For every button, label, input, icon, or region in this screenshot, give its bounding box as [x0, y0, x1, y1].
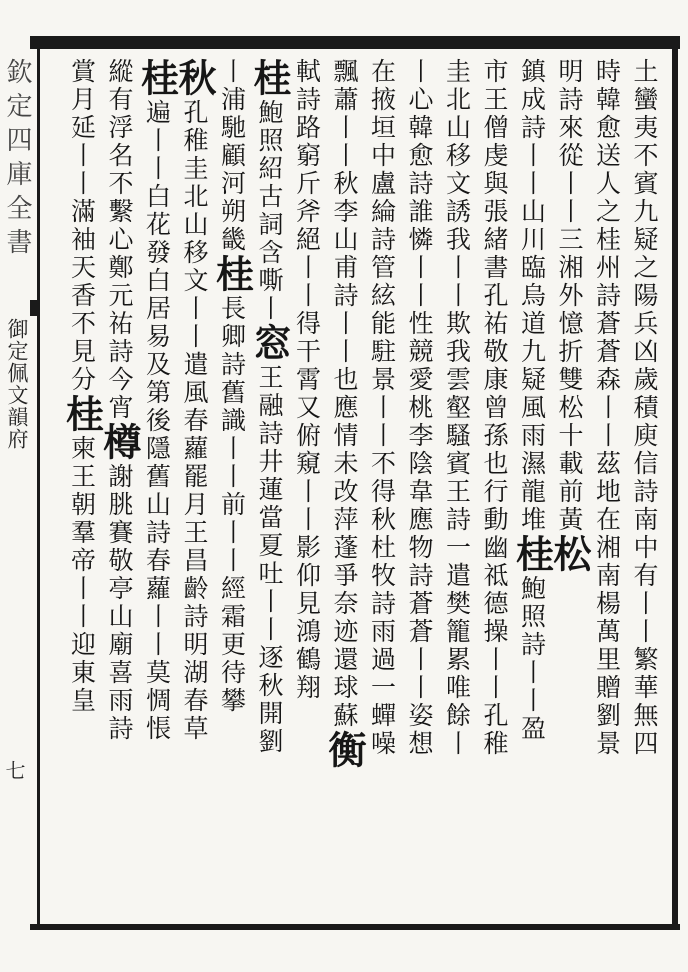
- text-column: [628, 58, 660, 910]
- headword: 桂: [134, 58, 180, 99]
- headword: 桂: [247, 58, 292, 99]
- text-column: [547, 58, 592, 910]
- text-run: 土蠻夷不賓九疑之陽兵凶歲積庾信詩南中有丨丨繁華無四: [630, 58, 659, 758]
- binding-margin-rule: [37, 46, 40, 926]
- text-run: 鎮成詩丨丨山川臨烏道九疑風雨濕龍堆: [517, 58, 547, 534]
- text-run: 丨浦馳顧河朔畿: [217, 58, 247, 254]
- text-run: 縱有浮名不繫心鄭元祐詩今宵: [105, 58, 134, 422]
- text-run: 丨心韓愈詩誰憐丨丨性競愛桃李陰韋應物詩蒼蒼丨丨姿想: [405, 58, 434, 758]
- text-run: 市王僧虔與張緒書孔祐敬康曾孫也行動幽祗德操丨丨孔稚: [480, 58, 509, 758]
- headword: 松: [547, 534, 592, 575]
- text-run: 謝朓賽敬亭山廟喜雨詩: [105, 463, 134, 743]
- headword: 樽: [97, 422, 142, 463]
- text-column: [97, 58, 142, 910]
- text-column: [441, 58, 473, 910]
- text-column: [291, 58, 323, 910]
- headword: 衡: [322, 730, 367, 771]
- text-run: 明詩來從丨丨三湘外憶折雙松十載前黃: [555, 58, 584, 534]
- text-run: 王融詩井蓮當夏吐丨丨逐秋開劉: [255, 364, 284, 756]
- text-run: 鮑照紹古詞含嘶丨: [255, 99, 284, 323]
- text-run: 在掖垣中盧綸詩管絃能駐景丨丨不得秋杜牧詩雨過一蟬噪: [367, 58, 397, 758]
- headword: 窓: [247, 323, 292, 364]
- fish-tail-mark: [30, 300, 40, 316]
- text-run: 賞月延丨丨滿袖天香不見分: [67, 58, 97, 394]
- text-column: [322, 58, 367, 910]
- text-run: 飄蕭丨丨秋李山甫詩丨丨也應情未改萍蓬爭奈迹還球蘇: [330, 58, 359, 730]
- frame-top-border: [30, 36, 680, 49]
- headword: 桂: [509, 534, 555, 575]
- text-column: [366, 58, 398, 910]
- text-column: [209, 58, 255, 910]
- frame-right-border: [672, 36, 678, 930]
- headword: 秋: [172, 58, 217, 99]
- text-run: 時韓愈送人之桂州詩蒼蒼森丨丨茲地在湘南楊萬里贈劉景: [592, 58, 622, 758]
- text-run: 圭北山移文誘我丨丨欺我雲壑騷賓王詩一遣樊籠累唯餘丨: [442, 58, 472, 758]
- text-run: 孔稚圭北山移文丨丨遣風春蘿罷月王昌齡詩明湖春草: [180, 99, 209, 743]
- text-run: 軾詩路窮斤斧絕丨丨得干霄又俯窺丨丨影仰見鴻鶴翔: [292, 58, 322, 702]
- text-column: [134, 58, 180, 910]
- frame-bottom-border: [30, 924, 680, 930]
- text-column: [59, 58, 105, 910]
- text-column: [172, 58, 217, 910]
- text-run: 遍丨丨白花發白居易及第後隱舊山詩春蘿丨丨莫惆悵: [142, 99, 172, 743]
- page-number: 七: [2, 760, 26, 780]
- text-run: 鮑照詩丨丨盈: [517, 575, 547, 743]
- headword: 桂: [209, 254, 255, 295]
- text-column: [591, 58, 623, 910]
- text-column: [478, 58, 510, 910]
- margin-book-title: 御定佩文韻府: [5, 318, 29, 450]
- text-column: [403, 58, 435, 910]
- text-column: [247, 58, 292, 910]
- headword: 桂: [59, 394, 105, 435]
- text-run: 長卿詩舊識丨丨前丨丨經霜更待攀: [217, 295, 247, 715]
- margin-spine-title: 欽定四庫全書: [2, 58, 32, 262]
- text-run: 柬王朝羣帝丨丨迎東皇: [67, 435, 97, 715]
- text-column: [509, 58, 555, 910]
